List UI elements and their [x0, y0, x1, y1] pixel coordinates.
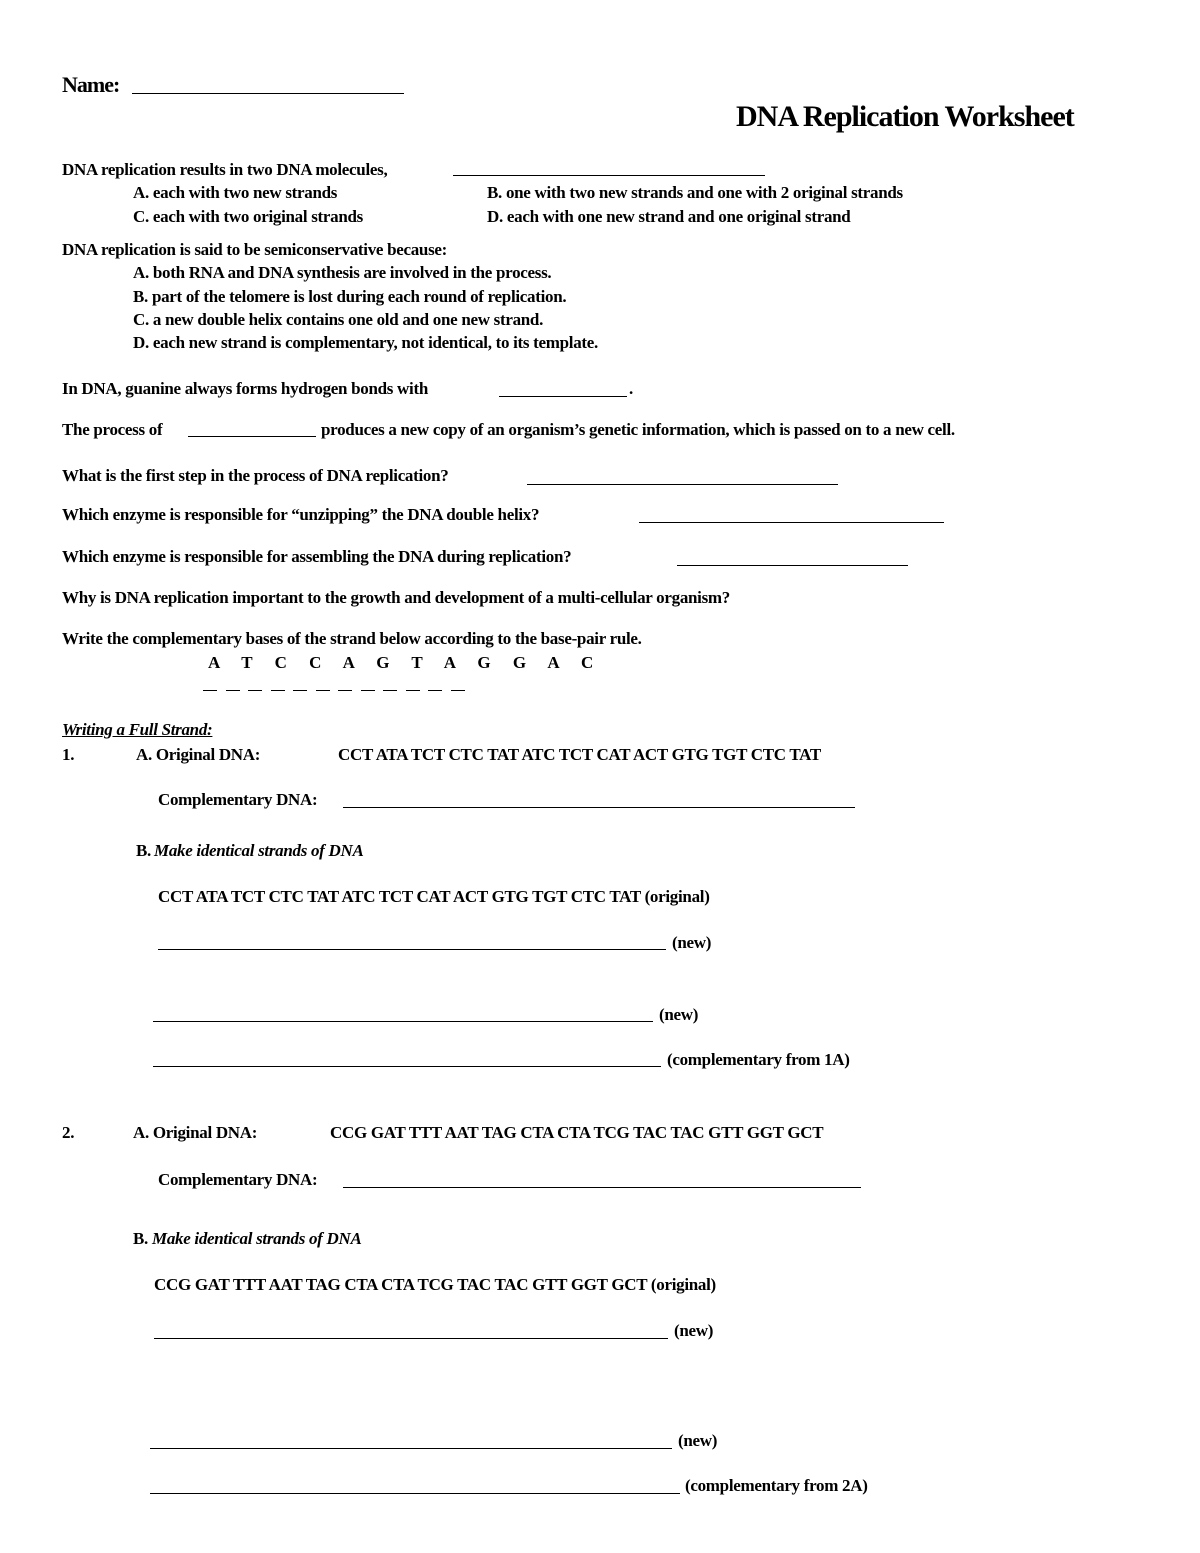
- base-blank[interactable]: [338, 690, 352, 691]
- p2-new1-label: (new): [674, 1321, 714, 1340]
- q2-option-a: A. both RNA and DNA synthesis are involved in the process.: [133, 263, 552, 282]
- q6-text: Which enzyme is responsible for “unzipping” the DNA double helix?: [62, 505, 540, 524]
- q5-blank[interactable]: [527, 484, 838, 485]
- p2-comp-label: (complementary from 2A): [685, 1476, 868, 1495]
- name-label: Name:: [62, 72, 120, 97]
- worksheet-title: DNA Replication Worksheet: [736, 100, 1074, 133]
- p1-complementary-label: Complementary DNA:: [158, 790, 318, 809]
- q1-option-a: A. each with two new strands: [133, 183, 338, 202]
- p2-complementary-blank[interactable]: [343, 1187, 861, 1188]
- q9-answer-blanks[interactable]: [203, 690, 473, 694]
- base-blank[interactable]: [383, 690, 397, 691]
- q7-text: Which enzyme is responsible for assembling the DNA during replication?: [62, 547, 572, 566]
- p1-b-label: B.: [136, 841, 151, 860]
- section-title: Writing a Full Strand:: [62, 720, 213, 739]
- p2-new2-label: (new): [678, 1431, 718, 1450]
- base-blank[interactable]: [406, 690, 420, 691]
- q1-blank[interactable]: [453, 175, 765, 176]
- q1-option-d: D. each with one new strand and one original strand: [487, 207, 851, 226]
- p1-original-strand: CCT ATA TCT CTC TAT ATC TCT CAT ACT GTG TGT CTC TAT: [338, 745, 821, 764]
- q2-stem: DNA replication is said to be semiconservative because:: [62, 240, 448, 259]
- p2-a-label: A. Original DNA:: [133, 1123, 258, 1142]
- q8-text: Why is DNA replication important to the growth and development of a multi-cellular organism?: [62, 588, 730, 607]
- p2-original-line: CCG GAT TTT AAT TAG CTA CTA TCG TAC TAC GTT GGT GCT (original): [154, 1275, 716, 1294]
- p1-original-line: CCT ATA TCT CTC TAT ATC TCT CAT ACT GTG TGT CTC TAT (original): [158, 887, 710, 906]
- base-blank[interactable]: [316, 690, 330, 691]
- p1-b-text: Make identical strands of DNA: [154, 841, 364, 860]
- base-blank[interactable]: [293, 690, 307, 691]
- p2-new2-blank[interactable]: [150, 1448, 672, 1449]
- p1-new2-label: (new): [659, 1005, 699, 1024]
- q1-stem: DNA replication results in two DNA molecules,: [62, 160, 388, 179]
- p2-original-strand: CCG GAT TTT AAT TAG CTA CTA TCG TAC TAC GTT GGT GCT: [330, 1123, 824, 1142]
- p2-comp-blank[interactable]: [150, 1493, 680, 1494]
- q5-text: What is the first step in the process of DNA replication?: [62, 466, 449, 485]
- q7-blank[interactable]: [677, 565, 908, 566]
- p2-new1-blank[interactable]: [154, 1338, 668, 1339]
- p1-comp-label: (complementary from 1A): [667, 1050, 850, 1069]
- p2-b-text: Make identical strands of DNA: [152, 1229, 362, 1248]
- q3-blank[interactable]: [499, 396, 627, 397]
- base-blank[interactable]: [203, 690, 217, 691]
- p1-a-label: A. Original DNA:: [136, 745, 261, 764]
- q3-period: .: [629, 379, 633, 398]
- p2-b-label: B.: [133, 1229, 148, 1248]
- p2-number: 2.: [62, 1123, 75, 1142]
- q2-option-b: B. part of the telomere is lost during each round of replication.: [133, 287, 567, 306]
- q4-text-pre: The process of: [62, 420, 163, 439]
- name-blank[interactable]: [132, 93, 404, 94]
- q9-text: Write the complementary bases of the strand below according to the base-pair rule.: [62, 629, 642, 648]
- q2-option-c: C. a new double helix contains one old and one new strand.: [133, 310, 544, 329]
- p1-comp-blank[interactable]: [153, 1066, 661, 1067]
- q2-option-d: D. each new strand is complementary, not identical, to its template.: [133, 333, 598, 352]
- q3-text: In DNA, guanine always forms hydrogen bonds with: [62, 379, 428, 398]
- p1-new2-blank[interactable]: [153, 1021, 653, 1022]
- p1-new1-blank[interactable]: [158, 949, 666, 950]
- base-blank[interactable]: [226, 690, 240, 691]
- base-blank[interactable]: [428, 690, 442, 691]
- base-blank[interactable]: [361, 690, 375, 691]
- q1-option-b: B. one with two new strands and one with 2 original strands: [487, 183, 903, 202]
- base-blank[interactable]: [451, 690, 465, 691]
- q4-blank[interactable]: [188, 436, 316, 437]
- base-blank[interactable]: [248, 690, 262, 691]
- q6-blank[interactable]: [639, 522, 944, 523]
- q9-strand: A T C C A G T A G G A C: [208, 653, 603, 672]
- base-blank[interactable]: [271, 690, 285, 691]
- q4-text-post: produces a new copy of an organism’s genetic information, which is passed on to a new cell.: [321, 420, 955, 439]
- p1-new1-label: (new): [672, 933, 712, 952]
- p1-complementary-blank[interactable]: [343, 807, 855, 808]
- q1-option-c: C. each with two original strands: [133, 207, 363, 226]
- p1-number: 1.: [62, 745, 75, 764]
- p2-complementary-label: Complementary DNA:: [158, 1170, 318, 1189]
